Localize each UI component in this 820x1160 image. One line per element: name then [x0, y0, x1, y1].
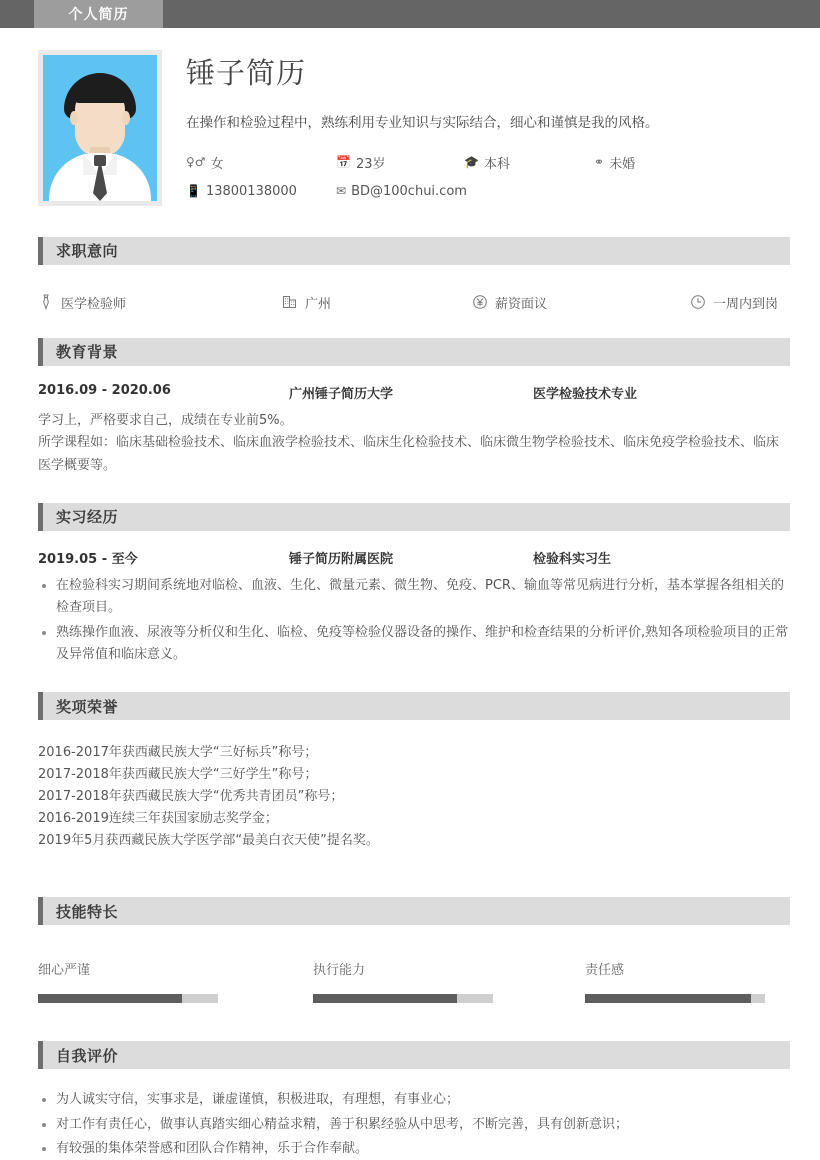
meta-phone [186, 184, 336, 199]
profile-header [0, 28, 820, 211]
section-body-internship [38, 531, 790, 666]
list-item: 2017-2018年获西藏民族大学“优秀共青团员”称号； [38, 788, 344, 804]
meta-phone-value: 13800138000 [205, 183, 297, 199]
section-self-evaluation [0, 1041, 820, 1160]
skill-label: 责任感 [585, 963, 625, 979]
section-title-skills: 技能特长 [56, 902, 119, 921]
meta-education-value: 本科 [483, 156, 510, 172]
mobile-icon: 📱 [186, 184, 201, 199]
list-item: 2017-2018年获西藏民族大学“三好学生”称号； [38, 767, 318, 783]
section-accent-bar [38, 897, 43, 925]
section-accent-bar [38, 338, 43, 366]
candidate-name: 锤子简历 [186, 56, 307, 90]
section-header-education [38, 338, 790, 366]
section-header-awards [38, 692, 790, 720]
intention-city-value: 广州 [305, 296, 332, 312]
education-school: 广州锤子简历大学 [289, 386, 394, 402]
section-accent-bar [38, 503, 43, 531]
meta-row-primary [186, 153, 820, 172]
meta-marital-value: 未婚 [609, 156, 636, 172]
section-header-self-evaluation [38, 1041, 790, 1069]
avatar-ear-right-icon [122, 111, 130, 125]
section-title-self-evaluation: 自我评价 [56, 1046, 119, 1065]
section-title-awards: 奖项荣誉 [56, 697, 119, 716]
education-entry-row [38, 378, 790, 402]
meta-email-value: BD@100chui.com [351, 183, 467, 199]
ring-icon: ⚭ [594, 155, 605, 170]
skill-progress-fill [585, 994, 751, 1003]
list-item: 有较强的集体荣誉感和团队合作精神，乐于合作奉献。 [38, 1138, 790, 1160]
resume-page [0, 28, 820, 1160]
intention-position-value: 医学检验师 [61, 296, 127, 312]
section-header-skills [38, 897, 790, 925]
education-period: 2016.09 - 2020.06 [38, 382, 171, 398]
list-item: 2016-2017年获西藏民族大学“三好标兵”称号； [38, 745, 318, 761]
skills-row [38, 937, 790, 1003]
profile-details [186, 50, 820, 211]
section-header-intention [38, 237, 790, 265]
clock-icon [690, 294, 706, 310]
section-skills [0, 897, 820, 1003]
topbar-left-spacer [0, 0, 34, 28]
intention-position [38, 293, 282, 312]
intention-salary-value: 薪资面议 [495, 296, 548, 312]
calendar-icon: 📅 [336, 155, 351, 170]
internship-role: 检验科实习生 [533, 551, 612, 567]
internship-company: 锤子简历附属医院 [289, 551, 394, 567]
list-item: 对工作有责任心，做事认真踏实细心精益求精，善于积累经验从中思考，不断完善，具有创新意识； [38, 1114, 790, 1136]
skill-item [585, 959, 785, 1003]
avatar-photo [43, 55, 157, 201]
awards-lines [38, 732, 790, 851]
avatar-tie-knot-icon [94, 155, 106, 166]
envelope-icon: ✉ [336, 184, 347, 199]
building-icon [282, 294, 298, 310]
self-evaluation-bullets [38, 1081, 790, 1160]
section-body-awards [38, 720, 790, 851]
list-item: 为人诚实守信，实事求是，谦虚谨慎，积极进取，有理想，有事业心； [38, 1089, 790, 1111]
skill-progress-track [38, 994, 218, 1003]
list-item: 2019年5月获西藏民族大学医学部“最美白衣天使”提名奖。 [38, 832, 379, 848]
meta-gender [186, 153, 336, 172]
skill-item [38, 959, 313, 1003]
internship-bullets [38, 567, 790, 666]
section-internship [0, 503, 820, 666]
list-item: 在检验科实习期间系统地对临检、血液、生化、微量元素、微生物、免疫、PCR、输血等常见病进行分析，基本掌握各组相关的检查项目。 [38, 575, 790, 620]
meta-row-contact [186, 184, 820, 199]
education-major: 医学检验技术专业 [533, 386, 638, 402]
meta-age-value: 23岁 [355, 156, 386, 172]
list-item: 2016-2019连续三年获国家励志奖学金； [38, 810, 278, 826]
section-awards [0, 692, 820, 851]
section-education [0, 338, 820, 477]
skill-progress-track [585, 994, 765, 1003]
graduation-cap-icon: 🎓 [464, 155, 479, 170]
intention-city [282, 293, 472, 312]
list-item: 熟练操作血液、尿液等分析仪和生化、临检、免疫等检验仪器设备的操作、维护和检查结果的分析评价,熟知各项检验项目的正常及异常值和临床意义。 [38, 622, 790, 667]
skill-progress-fill [313, 994, 457, 1003]
section-body-education [38, 366, 790, 477]
skill-progress-track [313, 994, 493, 1003]
tab-personal-resume[interactable]: 个人简历 [34, 0, 163, 28]
intention-salary [472, 293, 690, 312]
section-title-education: 教育背景 [56, 343, 119, 362]
meta-email [336, 183, 467, 199]
candidate-tagline: 在操作和检验过程中，熟练利用专业知识与实际结合，细心和谨慎是我的风格。 [186, 114, 659, 131]
skill-item [313, 959, 585, 1003]
education-description [38, 402, 790, 477]
section-body-self-evaluation [38, 1069, 790, 1160]
skill-label: 执行能力 [313, 963, 366, 979]
avatar-ear-left-icon [70, 111, 78, 125]
yen-circle-icon [472, 294, 488, 310]
intention-row [38, 277, 790, 312]
intention-availability-value: 一周内到岗 [713, 296, 779, 312]
section-accent-bar [38, 1041, 43, 1069]
meta-age [336, 153, 464, 172]
section-intention [0, 237, 820, 312]
gender-icon: ♀♂ [186, 155, 206, 170]
candidate-meta [186, 153, 820, 199]
avatar-fringe-icon [71, 77, 129, 103]
meta-gender-value: 女 [210, 156, 224, 172]
internship-period: 2019.05 - 至今 [38, 551, 138, 567]
internship-entry-row [38, 543, 790, 567]
avatar-frame [38, 50, 162, 206]
section-body-skills [38, 925, 790, 1003]
education-paragraph: 所学课程如：临床基础检验技术、临床血液学检验技术、临床生化检验技术、临床微生物学检验技术、临床免疫学检验技术、临床医学概要等。 [38, 435, 780, 473]
skill-progress-fill [38, 994, 182, 1003]
meta-marital [594, 153, 724, 172]
section-accent-bar [38, 692, 43, 720]
intention-availability [690, 293, 790, 312]
meta-education [464, 153, 594, 172]
section-accent-bar [38, 237, 43, 265]
window-topbar [0, 0, 820, 28]
section-header-internship [38, 503, 790, 531]
section-body-intention [38, 265, 790, 312]
section-title-intention: 求职意向 [56, 242, 119, 261]
education-paragraph: 学习上，严格要求自己，成绩在专业前5%。 [38, 412, 293, 428]
skill-label: 细心严谨 [38, 963, 91, 979]
necktie-icon [38, 294, 54, 310]
section-title-internship: 实习经历 [56, 508, 119, 527]
